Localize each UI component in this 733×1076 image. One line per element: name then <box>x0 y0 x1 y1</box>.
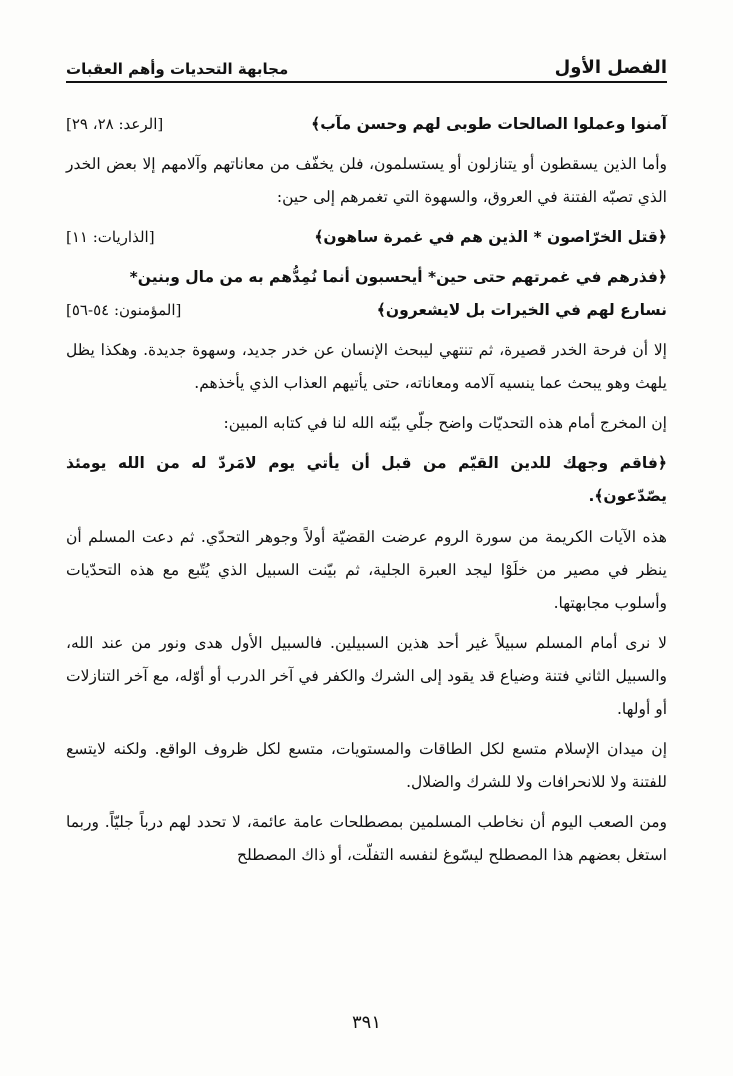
paragraph: وأما الذين يسقطون أو يتنازلون أو يستسلمون، فلن يخفّف من معاناتهم وآلامهم إلا بعض الخدر الذي تصبّه الفتنة في العروق، والسهوة التي تغمرهم إلى حين: <box>66 155 667 206</box>
quran-verse: ﴿فاقم وجهك للدين القيّم من قبل أن يأتي يوم لامَردّ له من الله يومئذ يصّدّعون﴾. <box>66 454 667 505</box>
paragraph: إن ميدان الإسلام متسع لكل الطاقات والمستويات، متسع لكل ظروف الواقع. ولكنه لايتسع للفتنة ولا للانحرافات ولا للشرك والضلال. <box>66 740 667 791</box>
verse-text: نسارع لهم في الخيرات بل لايشعرون﴾ <box>376 301 667 319</box>
paragraph: إن المخرج أمام هذه التحديّات واضح جلّي بيّنه الله لنا في كتابه المبين: <box>223 414 667 432</box>
verse-text: آمنوا وعملوا الصالحات طوبى لهم وحسن مآب﴾ <box>311 115 667 133</box>
quran-verse <box>66 221 667 254</box>
page-number: ٣٩١ <box>351 1012 381 1033</box>
verse-reference: [المؤمنون: ٥٤-٥٦] <box>66 301 182 319</box>
verse-text: ﴿قتل الخرّاصون * الذين هم في غمرة ساهون﴾ <box>314 228 667 246</box>
quran-verse <box>66 108 667 141</box>
running-header <box>66 52 667 78</box>
page-body <box>66 108 667 879</box>
header-rule <box>66 81 667 83</box>
paragraph: ومن الصعب اليوم أن نخاطب المسلمين بمصطلحات عامة عائمة، لا تحدد لهم درباً جليّاً. وربما استغل بعضهم هذا المصطلح ليسّوغ لنفسه التفلّت، أو ذاك المصطلح <box>66 813 667 864</box>
chapter-title: الفصل الأول <box>554 57 667 78</box>
verse-reference: [الذاريات: ١١] <box>66 228 155 246</box>
paragraph: لا نرى أمام المسلم سبيلاً غير أحد هذين السبيلين. فالسبيل الأول هدى ونور من عند الله، والسبيل الثاني فتنة وضياع قد يقود إلى الشرك والكفر في آخر الدرب أو أوّله، مع آخر التنازلات أو أولها. <box>66 634 667 718</box>
quran-verse-line: ﴿فذرهم في غمرتهم حتى حين* أيحسبون أنما نُمِدُّهم به من مال وبنين* <box>129 268 667 286</box>
verse-reference: [الرعد: ٢٨، ٢٩] <box>66 115 164 133</box>
section-title: مجابهة التحديات وأهم العقبات <box>66 60 289 78</box>
quran-verse <box>66 294 667 327</box>
paragraph: هذه الآيات الكريمة من سورة الروم عرضت القضيّة أولاً وجوهر التحدّي. ثم دعت المسلم أن ينظر في مصير من خلَوْا ليجد العبرة الجلية، ثم بيّنت السبيل الذي يُتّبع مع هذه التحدّيات وأسلوب مجابهتها. <box>66 528 667 612</box>
paragraph: إلا أن فرحة الخدر قصيرة، ثم تنتهي ليبحث الإنسان عن خدر جديد، وسهوة جديدة. وهكذا يظل يلهث وهو يبحث عما ينسيه آلامه ومعاناته، حتى يأتيهم العذاب الذي يأخذهم. <box>66 341 667 392</box>
